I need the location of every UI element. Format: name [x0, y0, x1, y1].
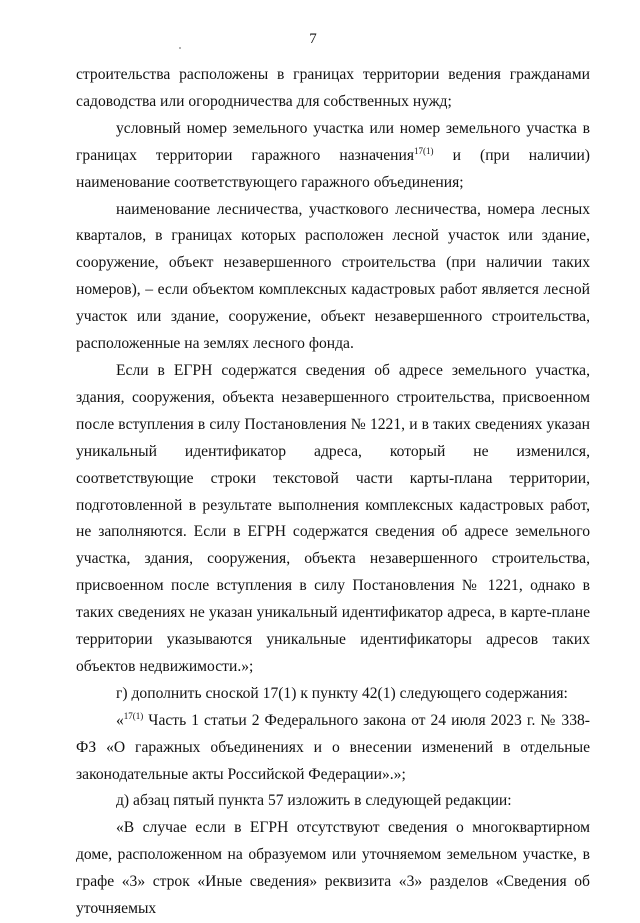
footnote-ref: 17(1) — [414, 145, 434, 156]
paragraph-new-wording — [76, 815, 590, 923]
scan-speck — [179, 47, 181, 49]
paragraph-forestry — [76, 197, 590, 358]
paragraph-text: д) абзац пятый пункта 57 изложить в следующей редакции: — [116, 792, 512, 810]
paragraph-text: г) дополнить сноской 17(1) к пункту 42(1) следующего содержания: — [116, 684, 568, 702]
footnote-ref: 17(1) — [123, 710, 144, 721]
paragraph-amendment-d — [76, 788, 590, 815]
paragraph-continuation — [76, 62, 590, 116]
paragraph-text: и (при наличии) наименование соответствующего гаражного объединения; — [76, 146, 590, 191]
paragraph-text: строительства расположены в границах территории ведения гражданами садоводства или огородничества для собственных нужд; — [76, 66, 590, 110]
paragraph-address — [76, 358, 590, 681]
paragraph-footnote-text — [76, 708, 590, 789]
document-body — [76, 62, 590, 923]
paragraph-text: наименование лесничества, участкового лесничества, номера лесных кварталов, в границах которых расположен лесной участок или здание, сооружение, объект незавершенного строительства (при наличии таких номеров), – если объектом комплексных кадастровых работ является лесной участок или здание, сооружение, объект незавершенного строительства, расположенные на землях лесного фонда. — [76, 200, 590, 353]
paragraph-text: «В случае если в ЕГРН отсутствуют сведения о многоквартирном доме, расположенном на образуемом или уточняемом земельном участке, в графе «3» строк «Иные сведения» реквизита «3» разделов «Сведения об уточняемых — [76, 819, 590, 918]
paragraph-garage-number — [76, 116, 590, 197]
paragraph-text: условный номер земельного участка или номер земельного участка в границах территории гаражного назначения — [76, 119, 590, 164]
paragraph-amendment-g — [76, 681, 590, 708]
paragraph-text: Часть 1 статьи 2 Федерального закона от 24 июля 2023 г. № 338-ФЗ «О гаражных объединениях и о внесении изменений в отдельные законодательные акты Российской Федерации».»; — [76, 711, 590, 783]
quote-mark: « — [116, 711, 124, 729]
page-number: 7 — [309, 31, 317, 47]
paragraph-text: Если в ЕГРН содержатся сведения об адресе земельного участка, здания, сооружения, объекта незавершенного строительства, присвоенном после вступления в силу Постановления № 1221, и в таких сведениях указан уникальный идентификатор адреса, который не изменился, соответствующие строки текстовой части карты-плана территории, подготовленной в результате выполнения комплексных кадастровых работ, не заполняются. Если в ЕГРН содержатся сведения об адресе земельного участка, здания, сооружения, объекта незавершенного строительства, присвоенном после вступления в силу Постановления № 1221, однако в таких сведениях не указан уникальный идентификатор адреса, в карте-плане территории указываются уникальные идентификаторы адресов таких объектов недвижимости.»; — [76, 361, 590, 675]
